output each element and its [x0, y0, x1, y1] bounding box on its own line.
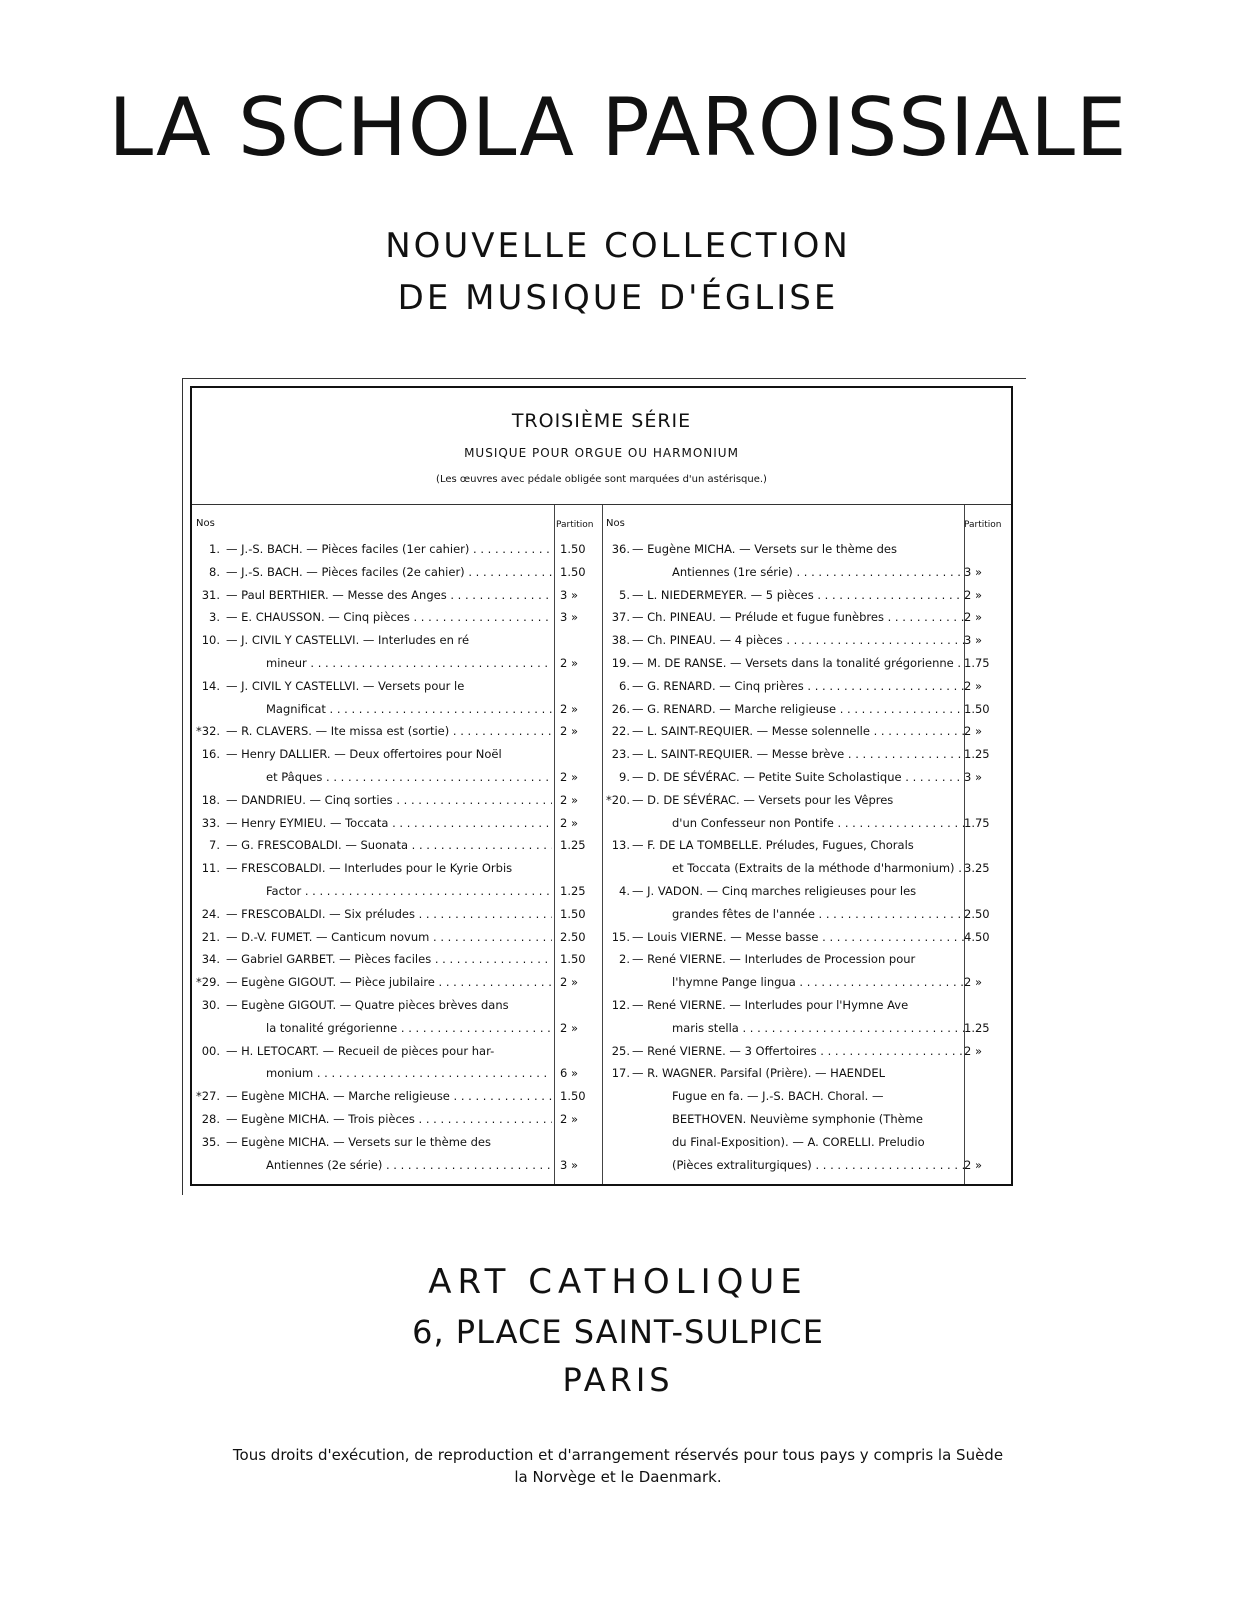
- catalog-entry-line: [606, 1017, 1008, 1040]
- catalog-entry-line: [196, 903, 601, 926]
- entry-text: — L. NIEDERMEYER. — 5 pièces . . .: [632, 584, 964, 607]
- catalog-entry-line: [196, 834, 601, 857]
- entry-price: 4.50: [964, 929, 990, 944]
- entry-text: mineur . . .: [226, 652, 552, 675]
- catalog-entry-line: [606, 834, 1008, 857]
- series-subtitle: MUSIQUE POUR ORGUE OU HARMONIUM: [464, 446, 739, 460]
- entry-number: 24.: [201, 906, 220, 921]
- series-title: TROISIÈME SÉRIE: [511, 410, 692, 432]
- entry-text: — J. CIVIL Y CASTELLVI. — Versets pour le: [226, 678, 465, 693]
- numbers-header: Nos: [606, 518, 625, 529]
- entry-text: — René VIERNE. — Interludes pour l'Hymne Ave: [632, 997, 909, 1012]
- catalog-entry-line: [606, 538, 1008, 561]
- catalog-entry-line: [196, 789, 601, 812]
- publisher-city: PARIS: [562, 1361, 674, 1399]
- catalog-entry-line: [606, 789, 1008, 812]
- entry-price: 6 »: [560, 1066, 579, 1081]
- catalog-entry-line: [606, 652, 1008, 675]
- catalog-entry-line: [196, 1154, 601, 1177]
- entry-text: — R. CLAVERS. — Ite missa est (sortie) . . .: [226, 720, 552, 743]
- catalog-entry-line: [196, 971, 601, 994]
- entry-price: 2 »: [560, 724, 579, 739]
- catalog-entry-line: [196, 766, 601, 789]
- entry-text: du Final-Exposition). — A. CORELLI. Preludio: [672, 1134, 925, 1149]
- entry-number: 21.: [201, 929, 220, 944]
- entry-text: Magnificat . . .: [226, 698, 552, 721]
- catalog-entry-line: [196, 675, 601, 698]
- entry-number: 11.: [201, 861, 220, 876]
- entry-price: 1.25: [964, 747, 990, 762]
- entry-number: 13.: [611, 838, 630, 853]
- catalog-entry-line: [606, 1108, 1008, 1131]
- entry-price: 2.50: [964, 906, 990, 921]
- entry-text: BEETHOVEN. Neuvième symphonie (Thème: [672, 1111, 923, 1126]
- catalog-entry-line: [196, 880, 601, 903]
- entry-price: 2 »: [560, 975, 579, 990]
- catalog-entry-line: [196, 994, 601, 1017]
- publisher-name: ART CATHOLIQUE: [428, 1262, 808, 1302]
- entry-number: 12.: [611, 997, 630, 1012]
- entry-number: 22.: [611, 724, 630, 739]
- collection-subtitle-line2: DE MUSIQUE D'ÉGLISE: [397, 278, 839, 318]
- entry-price: 1.50: [560, 564, 586, 579]
- entry-text: — D.-V. FUMET. — Canticum novum . . .: [226, 926, 552, 949]
- catalog-entry-line: [606, 971, 1008, 994]
- entry-text: — Eugène MICHA. — Trois pièces . . .: [226, 1108, 552, 1131]
- catalog-entry-line: [606, 1154, 1008, 1177]
- entry-text: et Pâques . . .: [226, 766, 552, 789]
- entry-number: 3.: [209, 610, 220, 625]
- catalog-right-column: [606, 516, 1008, 1176]
- entry-price: 2 »: [560, 792, 579, 807]
- entry-number: 30.: [201, 997, 220, 1012]
- entry-number: 14.: [201, 678, 220, 693]
- entry-price: 1.25: [560, 883, 586, 898]
- entry-price: 3 »: [964, 564, 983, 579]
- entry-number: 00.: [201, 1043, 220, 1058]
- catalog-entry-line: [606, 1062, 1008, 1085]
- catalog-entry-line: [196, 652, 601, 675]
- catalog-entry-line: [606, 812, 1008, 835]
- catalog-entry-line: [196, 584, 601, 607]
- entry-price: 1.50: [560, 1089, 586, 1104]
- entry-text: — FRESCOBALDI. — Interludes pour le Kyrie Orbis: [226, 861, 513, 876]
- partition-header: Partition: [556, 520, 594, 530]
- catalog-box: [190, 386, 1013, 1186]
- catalog-entry-line: [196, 1062, 601, 1085]
- entry-text: — L. SAINT-REQUIER. — Messe brève . . .: [632, 743, 964, 766]
- catalog-entry-line: [196, 926, 601, 949]
- entry-text: — Eugène GIGOUT. — Quatre pièces brèves dans: [226, 997, 509, 1012]
- entry-text: d'un Confesseur non Pontife . . .: [632, 812, 964, 835]
- entry-price: 2 »: [560, 815, 579, 830]
- catalog-entry-line: [196, 561, 601, 584]
- entry-price: 1.75: [964, 655, 990, 670]
- entry-number: 23.: [611, 747, 630, 762]
- entry-number: 28.: [201, 1111, 220, 1126]
- catalog-entry-line: [606, 880, 1008, 903]
- collection-subtitle: NOUVELLE COLLECTION: [385, 226, 851, 266]
- catalog-entry-line: [196, 1085, 601, 1108]
- entry-text: — D. DE SÉVÉRAC. — Versets pour les Vêpres: [632, 792, 894, 807]
- catalog-entry-line: [196, 743, 601, 766]
- entry-text: — M. DE RANSE. — Versets dans la tonalité grégorienne . . .: [632, 652, 964, 675]
- column-header: [196, 516, 601, 538]
- entry-price: 2 »: [964, 1043, 983, 1058]
- entry-number: *32.: [196, 724, 221, 739]
- entry-text: — Henry EYMIEU. — Toccata . . .: [226, 812, 552, 835]
- catalog-entry-line: [606, 561, 1008, 584]
- entry-number: 2.: [619, 952, 630, 967]
- entry-text: — Louis VIERNE. — Messe basse . . .: [632, 926, 964, 949]
- entry-number: 8.: [209, 564, 220, 579]
- entry-number: 36.: [611, 542, 630, 556]
- catalog-entry-line: [606, 698, 1008, 721]
- entry-price: 2 »: [964, 975, 983, 990]
- entry-text: Fugue en fa. — J.-S. BACH. Choral. —: [672, 1089, 884, 1104]
- entry-text: — L. SAINT-REQUIER. — Messe solennelle . . .: [632, 720, 964, 743]
- catalog-entry-line: [606, 743, 1008, 766]
- entry-price: 3 »: [560, 1157, 579, 1172]
- entry-text: — Henry DALLIER. — Deux offertoires pour Noël: [226, 747, 502, 762]
- catalog-entry-line: [606, 606, 1008, 629]
- entry-price: 1.50: [560, 542, 586, 556]
- entry-text: — FRESCOBALDI. — Six préludes . . .: [226, 903, 552, 926]
- entry-price: 2 »: [560, 1020, 579, 1035]
- catalog-entry-line: [196, 606, 601, 629]
- entry-text: — D. DE SÉVÉRAC. — Petite Suite Scholastique . . .: [632, 766, 964, 789]
- entry-number: 35.: [201, 1134, 220, 1149]
- entry-text: — Ch. PINEAU. — 4 pièces . . .: [632, 629, 964, 652]
- entry-number: 9.: [619, 769, 630, 784]
- catalog-entry-line: [196, 1131, 601, 1154]
- entry-price: 1.50: [560, 906, 586, 921]
- entry-text: Factor . . .: [226, 880, 552, 903]
- catalog-entry-line: [606, 720, 1008, 743]
- entry-number: 10.: [201, 633, 220, 648]
- entry-text: — F. DE LA TOMBELLE. Préludes, Fugues, Chorals: [632, 838, 914, 853]
- entry-text: maris stella . . .: [632, 1017, 964, 1040]
- entry-number: 26.: [611, 701, 630, 716]
- catalog-entry-line: [196, 629, 601, 652]
- entry-price: 3 »: [560, 587, 579, 602]
- entry-text: — Eugène GIGOUT. — Pièce jubilaire . . .: [226, 971, 552, 994]
- entry-price: 2 »: [964, 724, 983, 739]
- entry-number: *20.: [606, 792, 631, 807]
- entry-text: — Eugène MICHA. — Versets sur le thème des: [632, 542, 897, 556]
- entry-number: 5.: [619, 587, 630, 602]
- entry-text: — R. WAGNER. Parsifal (Prière). — HAENDEL: [632, 1066, 886, 1081]
- entry-price: 1.25: [964, 1020, 990, 1035]
- series-note: (Les œuvres avec pédale obligée sont marquées d'un astérisque.): [436, 474, 767, 485]
- entry-text: — DANDRIEU. — Cinq sorties . . .: [226, 789, 552, 812]
- catalog-entry-line: [196, 857, 601, 880]
- entry-text: — H. LETOCART. — Recueil de pièces pour har-: [226, 1043, 495, 1058]
- rights-notice: Tous droits d'exécution, de reproduction et d'arrangement réservés pour tous pays y compris la Suède: [232, 1446, 1004, 1464]
- catalog-entry-line: [606, 629, 1008, 652]
- entry-price: 2 »: [964, 1157, 983, 1172]
- left-entries: [196, 538, 601, 1176]
- entry-text: Antiennes (2e série) . . .: [226, 1154, 552, 1177]
- catalog-entry-line: [196, 1017, 601, 1040]
- entry-price: 2 »: [560, 769, 579, 784]
- entry-text: — René VIERNE. — 3 Offertoires . . .: [632, 1040, 964, 1063]
- catalog-entry-line: [606, 584, 1008, 607]
- entry-number: *29.: [196, 975, 221, 990]
- catalog-entry-line: [196, 1108, 601, 1131]
- entry-price: 1.50: [964, 701, 990, 716]
- entry-text: — Paul BERTHIER. — Messe des Anges . . .: [226, 584, 552, 607]
- entry-text: monium . . .: [226, 1062, 552, 1085]
- catalog-entry-line: [196, 698, 601, 721]
- partition-header: Partition: [964, 520, 1002, 530]
- entry-number: 18.: [201, 792, 220, 807]
- entry-text: — J.-S. BACH. — Pièces faciles (1er cahier) . . .: [226, 538, 552, 561]
- entry-number: 38.: [611, 633, 630, 648]
- entry-number: 15.: [611, 929, 630, 944]
- publisher-address: 6, PLACE SAINT-SULPICE: [412, 1313, 824, 1351]
- entry-price: 2 »: [560, 1111, 579, 1126]
- entry-price: 3.25: [964, 861, 990, 876]
- entry-text: — J. VADON. — Cinq marches religieuses pour les: [632, 883, 917, 898]
- entry-text: (Pièces extraliturgiques) . . .: [632, 1154, 964, 1177]
- numbers-header: Nos: [196, 518, 215, 529]
- catalog-entry-line: [606, 1131, 1008, 1154]
- entry-text: et Toccata (Extraits de la méthode d'harmonium) . . .: [632, 857, 964, 880]
- catalog-left-column: [196, 516, 601, 1176]
- entry-number: 4.: [619, 883, 630, 898]
- catalog-entry-line: [606, 948, 1008, 971]
- entry-price: 2 »: [560, 701, 579, 716]
- page-title: LA SCHOLA PAROISSIALE: [108, 81, 1128, 174]
- entry-text: — Ch. PINEAU. — Prélude et fugue funèbres . . .: [632, 606, 964, 629]
- entry-text: — G. RENARD. — Marche religieuse . . .: [632, 698, 964, 721]
- catalog-entry-line: [196, 812, 601, 835]
- entry-price: 3 »: [560, 610, 579, 625]
- catalog-entry-line: [606, 994, 1008, 1017]
- catalog-entry-line: [606, 1085, 1008, 1108]
- entry-number: 7.: [209, 838, 220, 853]
- catalog-entry-line: [196, 538, 601, 561]
- entry-text: grandes fêtes de l'année . . .: [632, 903, 964, 926]
- entry-text: — J.-S. BACH. — Pièces faciles (2e cahier) . . .: [226, 561, 552, 584]
- entry-number: 16.: [201, 747, 220, 762]
- entry-text: — Eugène MICHA. — Versets sur le thème des: [226, 1134, 491, 1149]
- entry-text: — G. RENARD. — Cinq prières . . .: [632, 675, 964, 698]
- entry-number: 31.: [201, 587, 220, 602]
- right-entries: [606, 538, 1008, 1176]
- catalog-entry-line: [196, 720, 601, 743]
- entry-number: 1.: [209, 542, 220, 556]
- entry-price: 2 »: [964, 587, 983, 602]
- entry-number: 6.: [619, 678, 630, 693]
- entry-price: 2 »: [964, 610, 983, 625]
- entry-number: 34.: [201, 952, 220, 967]
- entry-price: 3 »: [964, 769, 983, 784]
- catalog-entry-line: [606, 903, 1008, 926]
- entry-number: 25.: [611, 1043, 630, 1058]
- entry-price: 2 »: [964, 678, 983, 693]
- entry-price: 1.75: [964, 815, 990, 830]
- entry-text: — E. CHAUSSON. — Cinq pièces . . .: [226, 606, 552, 629]
- entry-number: 37.: [611, 610, 630, 625]
- catalog-entry-line: [606, 1040, 1008, 1063]
- entry-text: — J. CIVIL Y CASTELLVI. — Interludes en ré: [226, 633, 470, 648]
- entry-price: 3 »: [964, 633, 983, 648]
- entry-text: — G. FRESCOBALDI. — Suonata . . .: [226, 834, 552, 857]
- column-header: [606, 516, 1008, 538]
- catalog-entry-line: [606, 766, 1008, 789]
- entry-number: 19.: [611, 655, 630, 670]
- catalog-entry-line: [196, 1040, 601, 1063]
- entry-price: 2.50: [560, 929, 586, 944]
- entry-text: Antiennes (1re série) . . .: [632, 561, 964, 584]
- catalog-entry-line: [196, 948, 601, 971]
- entry-price: 1.25: [560, 838, 586, 853]
- entry-number: 17.: [611, 1066, 630, 1081]
- entry-text: — Gabriel GARBET. — Pièces faciles . . .: [226, 948, 552, 971]
- entry-text: l'hymne Pange lingua . . .: [632, 971, 964, 994]
- entry-text: la tonalité grégorienne . . .: [226, 1017, 552, 1040]
- catalog-entry-line: [606, 857, 1008, 880]
- entry-number: *27.: [196, 1089, 221, 1104]
- entry-price: 1.50: [560, 952, 586, 967]
- entry-text: — René VIERNE. — Interludes de Procession pour: [632, 952, 916, 967]
- entry-number: 33.: [201, 815, 220, 830]
- entry-price: 2 »: [560, 655, 579, 670]
- rights-notice-line2: la Norvège et le Daenmark.: [514, 1468, 722, 1486]
- catalog-entry-line: [606, 675, 1008, 698]
- catalog-entry-line: [606, 926, 1008, 949]
- entry-text: — Eugène MICHA. — Marche religieuse . . .: [226, 1085, 552, 1108]
